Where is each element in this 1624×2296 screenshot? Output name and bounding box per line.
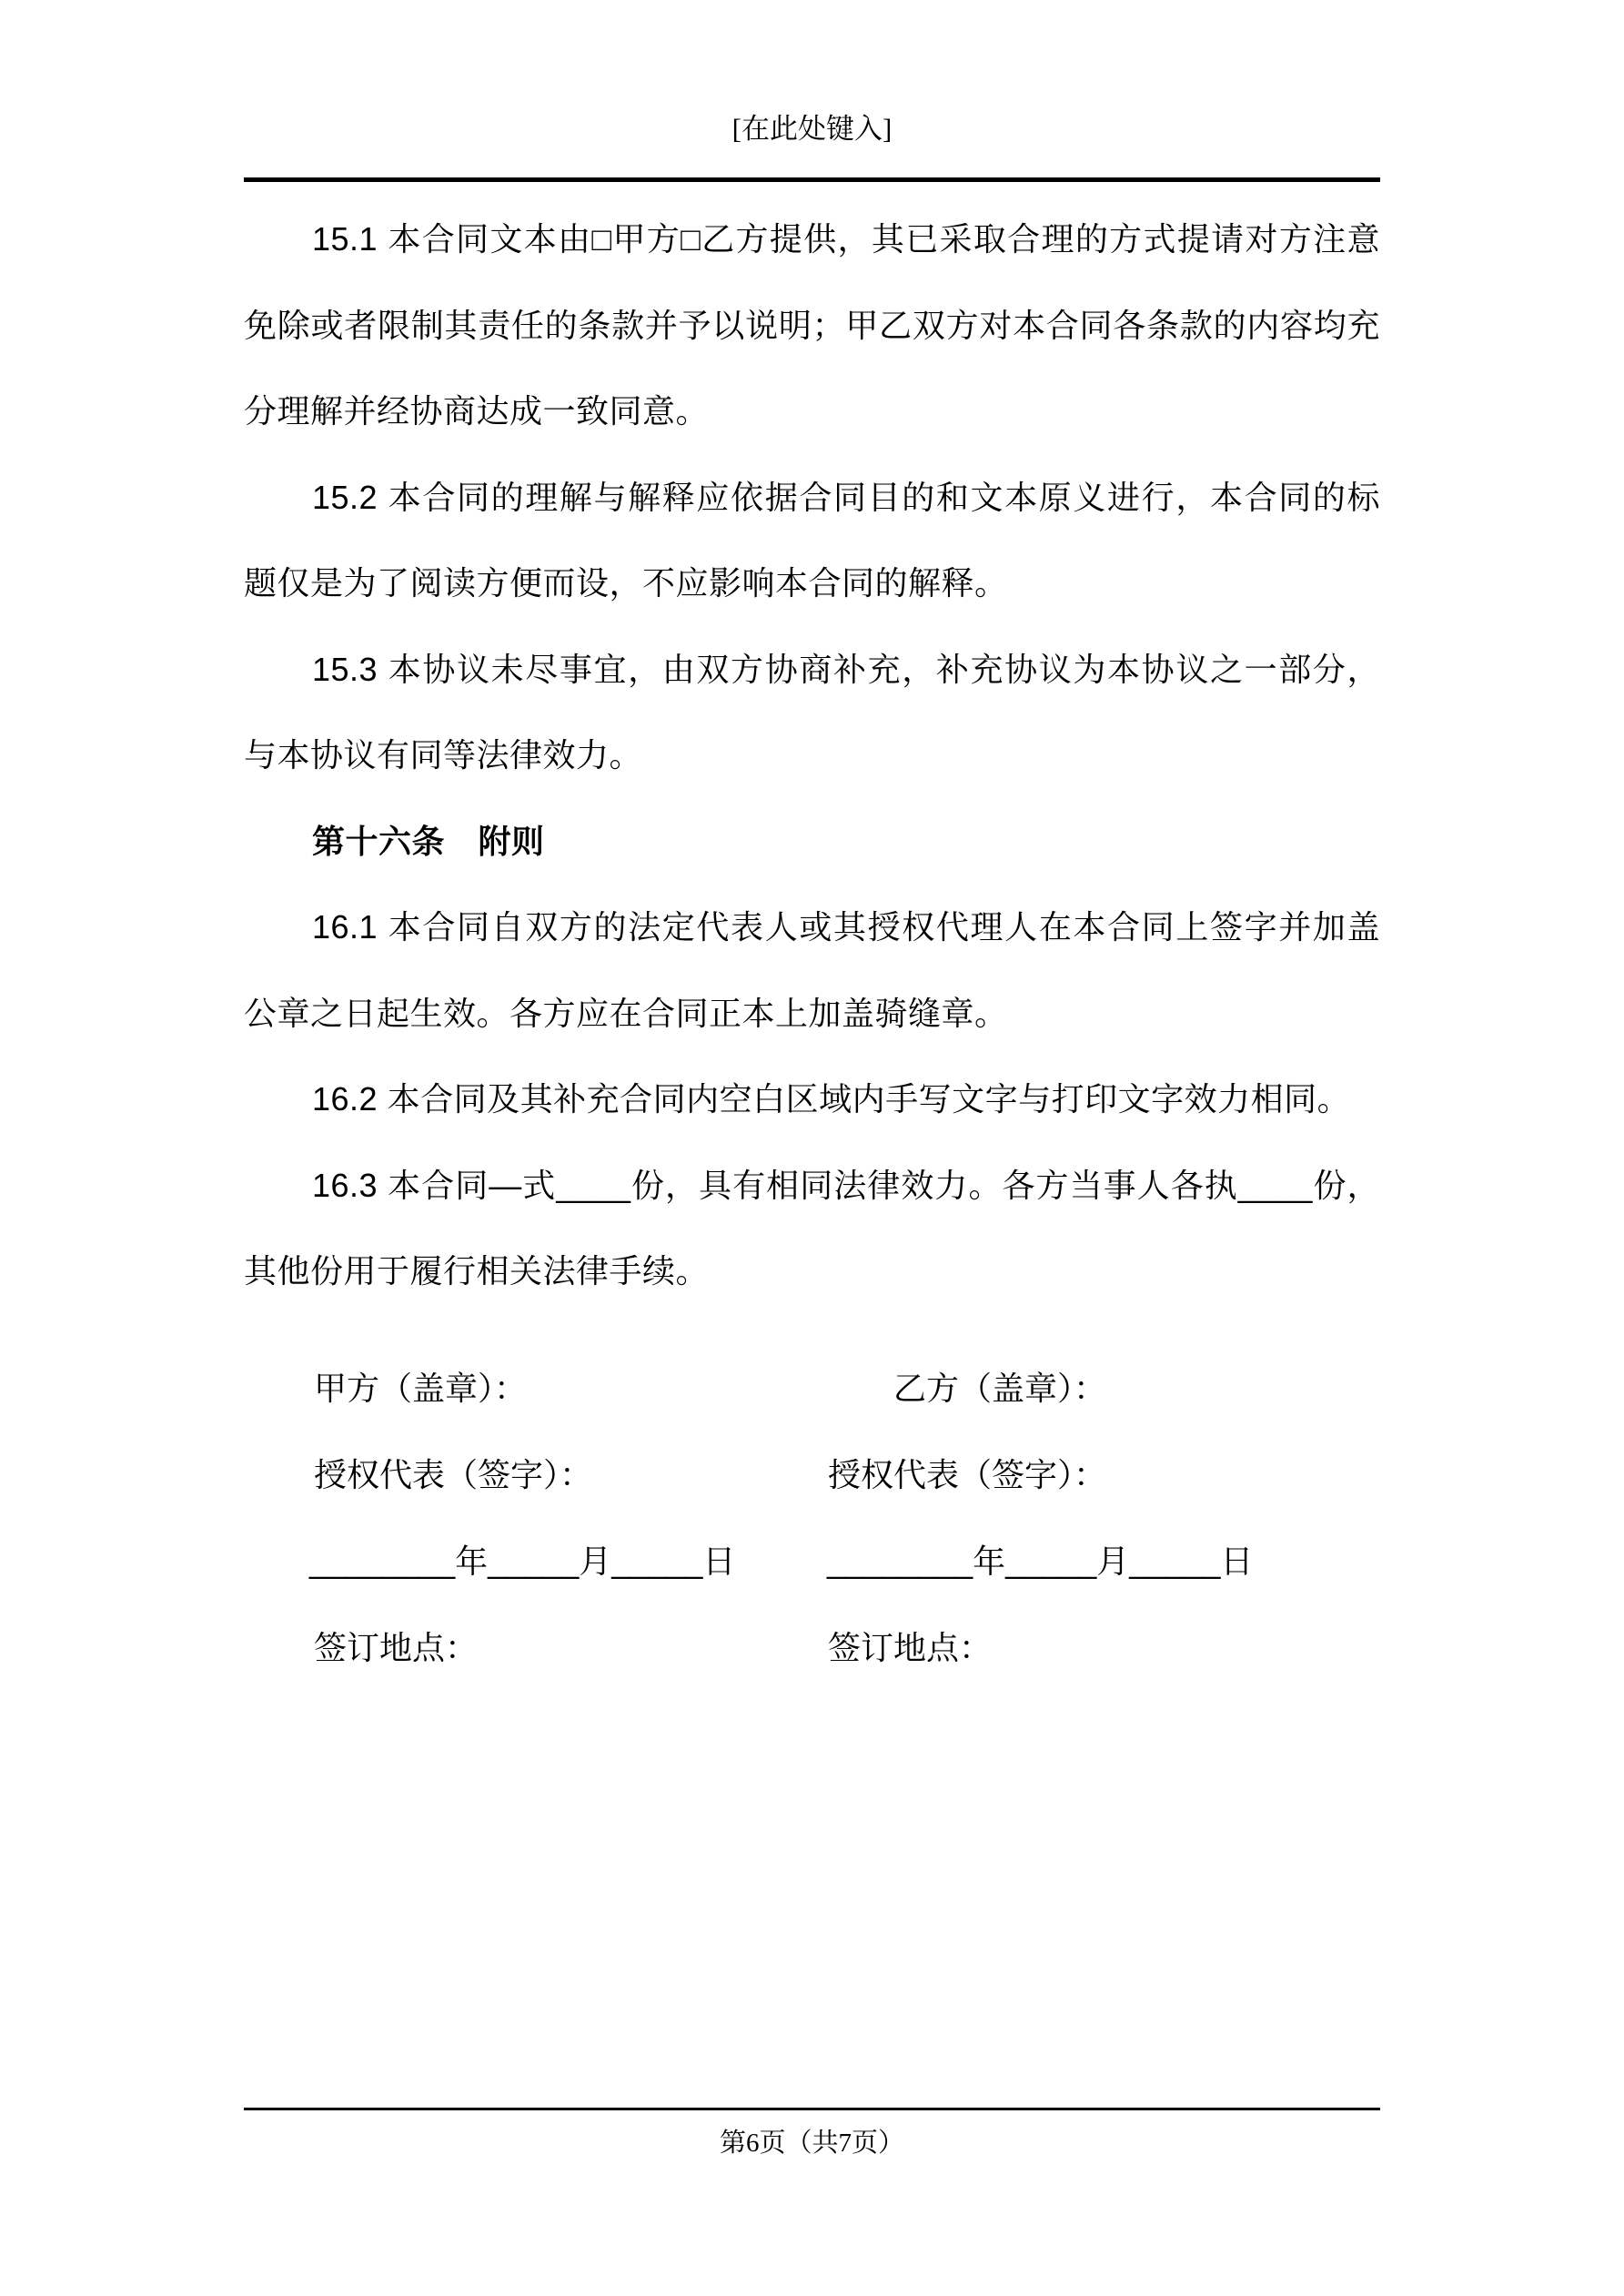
contract-body (244, 197, 1380, 1315)
signing-place-row (244, 1604, 1380, 1691)
page-number: 第6页（共7页） (719, 2129, 904, 2158)
footer-divider-line (244, 2108, 1380, 2110)
date-row (244, 1518, 1380, 1604)
article-16-heading: 第十六条 附则 (312, 822, 545, 860)
clause-15-1: 15.1 本合同文本由□甲方□乙方提供，其已采取合理的方式提请对方注意免除或者限制其责任的条款并予以说明；甲乙双方对本合同各条款的内容均充分理解并经协商达成一致同意。 (244, 220, 1380, 430)
representative-row (244, 1431, 1380, 1518)
header-type-here-placeholder[interactable]: [在此处键入] (731, 113, 893, 145)
party-a-date-blank-line: ________年_____月_____日 (309, 1542, 736, 1580)
party-a-seal-label: 甲方（盖章）： (314, 1370, 528, 1407)
party-a-signing-place-label: 签订地点： (314, 1629, 479, 1666)
party-b-signing-place-label: 签订地点： (828, 1629, 993, 1666)
header-divider-line (244, 177, 1380, 182)
clause-16-2: 16.2 本合同及其补充合同内空白区域内手写文字与打印文字效力相同。 (312, 1080, 1351, 1118)
party-b-seal-label: 乙方（盖章）： (893, 1370, 1107, 1407)
clause-15-2: 15.2 本合同的理解与解释应依据合同目的和文本原义进行，本合同的标题仅是为了阅读方便而设，不应影响本合同的解释。 (244, 478, 1380, 602)
signature-block (244, 1345, 1380, 1691)
clause-16-1: 16.1 本合同自双方的法定代表人或其授权代理人在本合同上签字并加盖公章之日起生效。各方应在合同正本上加盖骑缝章。 (244, 908, 1380, 1032)
clause-15-3: 15.3 本协议未尽事宜，由双方协商补充，补充协议为本协议之一部分，与本协议有同等法律效力。 (244, 650, 1380, 774)
clause-16-3: 16.3 本合同—式____份，具有相同法律效力。各方当事人各执____份，其他份用于履行相关法律手续。 (244, 1166, 1380, 1290)
party-b-date-blank-line: ________年_____月_____日 (827, 1542, 1254, 1580)
party-b-representative-label: 授权代表（签字）： (828, 1456, 1107, 1493)
seal-row (244, 1345, 1380, 1431)
party-a-representative-label: 授权代表（签字）： (314, 1456, 593, 1493)
